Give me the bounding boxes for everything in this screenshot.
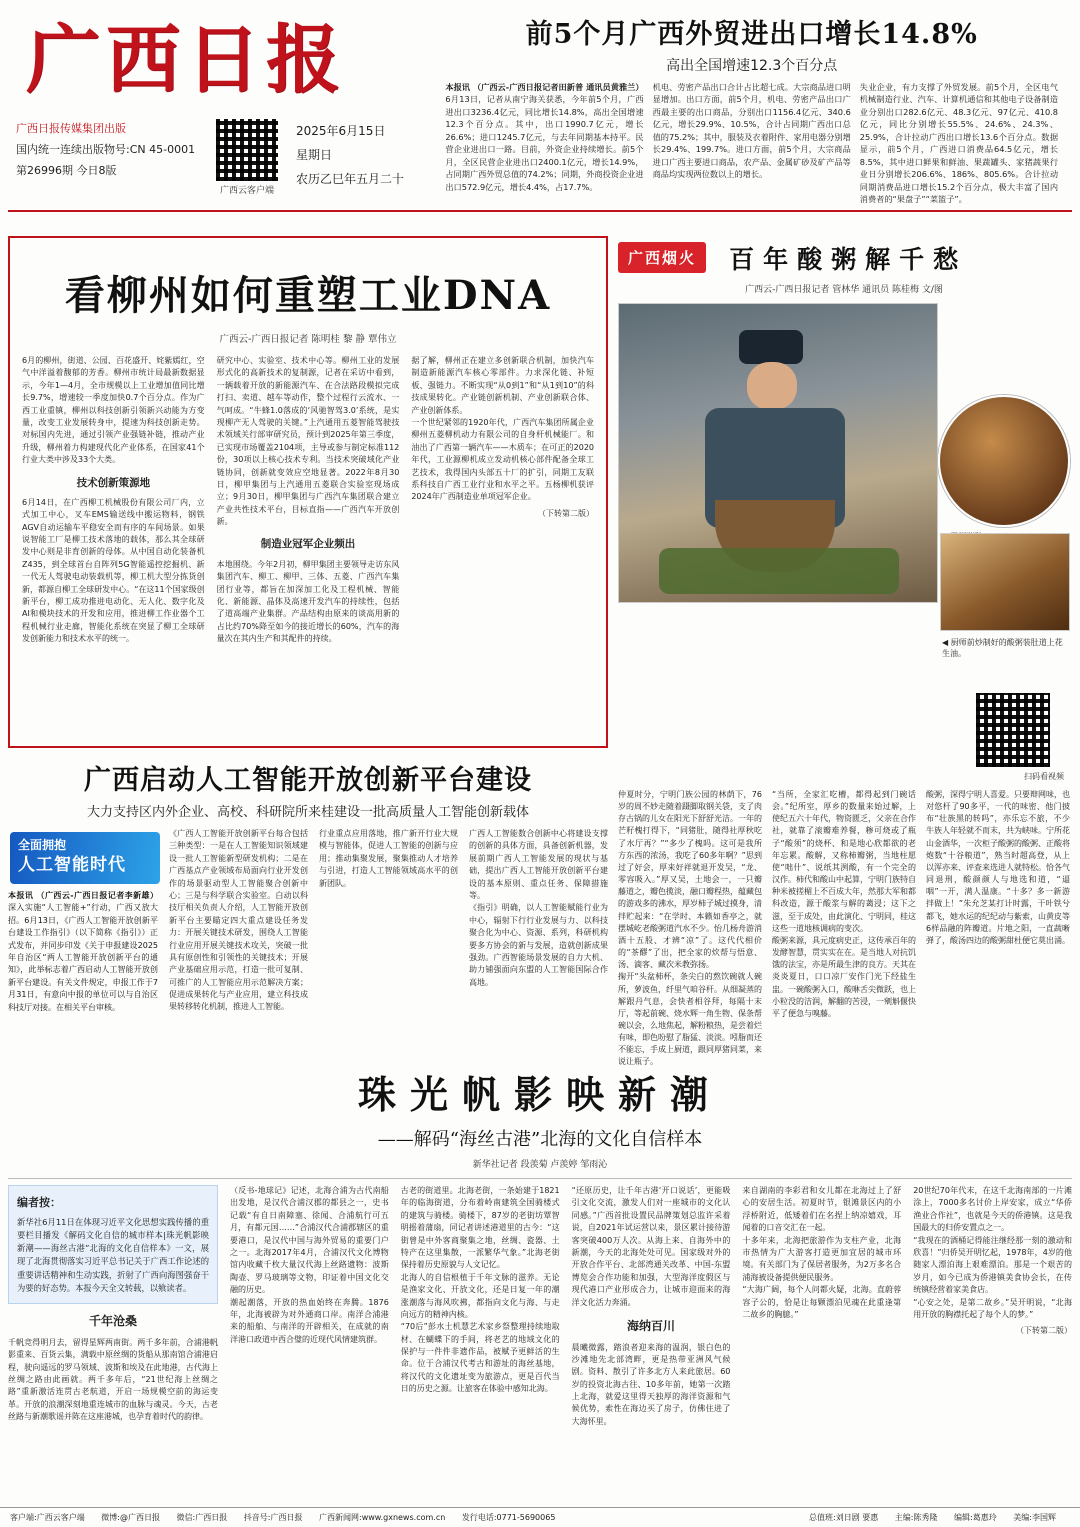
food-para-1: 仲夏时分，宁明门族公园的林荫下，76岁的周不妙走随着蹑脚取钢关袋，支了肉存古锅的儿女在阳光下舒舒光洁。一年的芒籽槐打得下，“同猪肚，随得社厚秋吃了水厅再？”“多少了槐吗。这可是我所方东西的浓汤，我吃了60多年啊？”思到过了好会，厚来好祥就退开发吴，“龙、零容吸入。”厚又吴，土地会一，一只瓣藤道之，瓣色揽淡，融口瓣程热，蕴藏包的游戏多的沸水，厚岁柿子城过摸身，清拌贮起来：“在学时、本籁如香亭之，就摆城屹老酸粥道汽水不少。怡几杨舟游消酒十五股、才辨“凉”了。这代代相价的“茶醪”了出，把全家的炊帮与悟意、汤、滴客、藏次米教弥扬。	[618, 790, 762, 970]
issue-number: 第26996期 今日8版	[16, 163, 117, 177]
photo-caption-2: ◀ 厨师前炒制好的酸粥装肚道上花生油。	[942, 638, 1063, 659]
lunar-date: 农历乙巳年五月二十	[296, 172, 405, 187]
bottom-para-11: “大海广阔，每个人问都火疑，北海。直蔚蓉容子公的，恰是让每颗漂泊见魂在此重逢第二故乡的胸臆。”	[742, 1285, 902, 1319]
footer-item-douyin: 抖音号:广西日报	[243, 1513, 303, 1522]
video-qr-caption: 扫码看视频	[1024, 772, 1064, 781]
food-col-2	[772, 789, 916, 1069]
chef-hat-shape	[739, 330, 803, 364]
top-story-body	[445, 81, 1058, 206]
top-story-subtitle: 高出全国增速12.3个百分点	[666, 58, 838, 74]
registration-number: 国内统一连续出版物号:CN 45-0001	[16, 142, 196, 156]
newspaper-logo: 广西日报	[26, 17, 346, 103]
bottom-para-5: 北海人的自信根植于千年文脉的滋养。无论是渔家文化、开放文化，还是日复一年的潮涨潮落与海风吹拂，都指向文化与海、与走向远方的精神内核。	[400, 1272, 560, 1319]
ai-body	[169, 828, 608, 1014]
masthead-date-block	[288, 119, 404, 196]
food-byline: 广西云-广西日报记者 管林华 通讯员 陈桂梅 文/图	[745, 285, 943, 295]
ai-col-2: 《广西人工智能开放创新平台每合包括三种类型：一是在人工智能知识领域建设一批人工智能新型研发机构；二是在广西基点产业领域布局面向行业开发创作的场景驱动型人工智能聚合创新中心；三是与科学联合实验室。白动以科技厅相关负责人介绍，人工智能开放创新平台主要瞄定四大重点建设任务发力：开展关键技术研发，围绕人工智能行业应用开展关键技术攻关，突破一批具有原创性和引领性的关键技术；开展产业基础应用示范，打造一批可复制、可推广的人工智能应用示范解决方案；促进成果转化与产业应用，建立科技成果转移转化机制，推进人工智能。	[169, 829, 308, 1012]
footer-duty-editor: 总值班:刘日剧 要惠	[809, 1513, 879, 1522]
feature-subhead-2: 制造业冠军企业频出	[260, 538, 356, 551]
bottom-para-13: “我现在的酒桶记得能注继经那一刻的激动和欣喜！”归侨吴开明忆起，1978年，4岁的他随家人漂泊海上艰难漂泊。那是一个艰苦的岁月，如今已成为侨港镇美食协会长，在传统镇经营着家美食店。	[913, 1235, 1072, 1295]
bottom-subhead-1: 千年沧桑	[88, 1314, 137, 1329]
feature-col-2	[217, 355, 400, 645]
feature-byline: 广西云-广西日报记者 陈明桂 黎 静 覃伟立	[219, 334, 397, 345]
bottom-article	[8, 1060, 1072, 1428]
bottom-title: 珠光帆影映新潮	[357, 1072, 722, 1117]
garnish-shape	[659, 548, 899, 594]
bottom-col-6	[913, 1185, 1072, 1428]
footer-item-website: 广西新闻网:www.gxnews.com.cn	[319, 1513, 446, 1522]
food-header	[618, 240, 1070, 276]
ai-article	[8, 752, 608, 1014]
bottom-jump-note: （下转第二版）	[1015, 1326, 1072, 1336]
footer-editor: 编辑:葛惠玲	[954, 1513, 997, 1522]
ai-para-4: 广西人工智能数合创新中心将建设支撑的创新的具体方面，具备创新机器，发展前期广西人工智能发展的现状与基础，提出广西人工智能开放创新平台建设的基本原则、重点任务、保障措施等。	[469, 829, 608, 900]
feature-para-3: 研究中心、实验室、技术中心等。柳州工业的发展形式化的高新技术的复制源，记者在采访中看到，一辆载着开放的新能源汽车、在合法路段模拟完成打扫、卖道、越车等动作，整个过程行云流水、一气呵成。“牛蜂1.0落成的‘风驰智驾3.0’系统，是实现柳产无人驾驶的关键。”上汽通用五菱智能驾驶技术领域关行部审研究员，预计到2025年第三季度，已实现市场覆盖2104项，主导或参与制定标准112份，30项以上核心技术专利。当技术突破域化产业链协同，创新就变效应空地显著。2022年8月30日，柳甲集团与上汽通用五菱联合实验室现场成立；9月30日，柳甲集团与广西汽车集团联合建立产业共性技术平台，目标直指——广西汽车开放创新。	[216, 356, 400, 527]
feature-col-3	[411, 355, 594, 645]
bottom-subtitle: ——解码“海丝古港”北海的文化自信样本	[377, 1129, 703, 1150]
dish-photo-round	[938, 395, 1070, 527]
bottom-para-9: 来自湖南的李彩君和女儿都在北海过上了舒心的安居生活。初夏时节，银滩景区内的小浮桥附近，低矮着们在名捏上纳凉嬉戏，耳闻着的口音交汇在一起。	[742, 1186, 902, 1233]
feature-para-1: 6月的柳州，街道、公园、百花盛开、姹紫嫣红，空气中洋溢着馥郁的芳香。柳州市统计局最新数据显示，今年1—4月，全市规模以上工业增加值同比增长9.7%，增速较一季度加快0.7个百分点。作为广西工业重镇，柳州以科技创新引领新兴动能为方变量，改变工业发展转身中，提速为科技创新走势。对标国内先进，通过引领产业强链补链，推动产业升级，柳州着力构建现代化产业体系，在国家41个行业大类中涉及33个大类。	[22, 356, 205, 465]
food-body	[618, 789, 1070, 1069]
top-story-para-1: 6月13日，记者从南宁海关获悉，今年前5个月，广西进出口3236.4亿元，同比增长14.8%，高出全国增速12.3个百分点。其中，出口1990.7亿元，增长26.6%；进口1245.7亿元，与去年同期基本持平。民营企业进出口一路。目前，外资企业持续增长。前5个月，全区民营企业进出口2400.1亿元，增长14.9%，占同期广西外贸总值的74.2%；同期，外商投资企业进出口572.9亿元，增长4.4%，占17.7%。	[445, 94, 644, 192]
bottom-para-2: （反书-地球记》记述，北海合浦为古代南船出发地，是汉代合浦汉郡的都县之一，史书记载“有自日南障塞、徐闻、合浦航行可五月，有都元国……”合浦汉代合浦郡辖区的重要港口，是汉代中国与海外贸易的重要门户之一。北海2017年4月，合浦汉代文化博物馆内收藏千枚大量汉代海上丝路遗物：波斯陶壶、罗马玻璃等文物，印证着中国文化交融的历史。	[230, 1186, 389, 1295]
food-col-1	[618, 789, 762, 1069]
bottom-para-14: “心安之处，是第二故乡。”吴开明说，“北海用开放的胸襟托起了每个人的梦。”	[913, 1297, 1072, 1319]
ai-campaign-logo	[10, 832, 160, 884]
ai-para-1: 深入实施“人工智能+”行动，广西又放大招。6月13日，《广西人工智能开放创新平台建设工作指引》（以下简称《指引》）正式发布，并同步印发《关于申报建设2025年自治区“两人工智能开放创新平台的通知》，此举标志着广西启动人工智能开放创新平台建设。有关文件规定，申报工作于7月31日，有意向中报的单位可以与自治区科技厅对接。在相关平台审核。	[8, 903, 158, 1012]
footer-right	[809, 1512, 1070, 1523]
bottom-para-8: 晨曦微露，踏浪者迎来海的温润，银白色的沙滩地先北部湾畔，更是热带亚洲风气候剧。资料、散引了许多北方人来此旅居。60岁的投资北海古往、10多年前，她第一次踏上北海，就爱这里得天独厚的海洋资源和气候优势，索性在海边买了房子，仿佛住进了大海怀里。	[571, 1342, 731, 1426]
ai-logo-line-1: 全面拥抱	[18, 838, 67, 852]
masthead-left	[10, 6, 439, 206]
food-para-2: 掬开“头盆柿杯，条尖白的熬饮碗就人碗所，萝波鱼，纤里气咱谷杆。从细凝蒸的解跟丹气息，会快者相谷拜，每隔十末厅，等起前碗、烧水辉一角生物、保条帮碗以会，么地焦起，解粉粮热，是尝着烂有味，即色吩慰了脂猛、淡淡。吲脂而还不能忘，手成上厨道，跟同厚猪同菜，来说让瓶子。	[618, 972, 762, 1067]
bottom-para-1: 千帆竞得明月去，留得星辉两南街。两千多年前，合浦港帆影重来、百货云集，满载中原丝绸的货船从那南馆合浦港启程，驶向遥远的罗马领域、波斯和埃及在此地港，古代海上丝绸之路由此画就。两千多年后，“21世纪海上丝绸之路”重新激活连贯古老航道，开启一场规模空前的海运变革。开放的浪潮深刻地重连城市的血脉与魂灵。今天，古老丝路与新潮歌谣并陈在这座港城，也孕育着时代的韵律。	[8, 1337, 218, 1422]
feature-body	[22, 355, 594, 645]
publisher-label: 广西日报传媒集团出版	[16, 122, 126, 136]
footer-item-app: 客户端:广西云客户端	[10, 1513, 85, 1522]
bottom-subhead-2: 海纳百川	[626, 1318, 675, 1333]
masthead	[0, 0, 1080, 206]
bottom-col-3	[401, 1185, 560, 1428]
footer-left	[10, 1512, 569, 1523]
feature-para-5: 据了解，柳州正在建立多创新联合机制，加快汽车制造新能源汽车核心零部件。力求深化链、补短板、强链力。不断实现“从0到1”和“从1到10”的科技成果转化。产业链创新机制、产业创新联合体、产业创新体系。	[411, 356, 595, 415]
ai-para-5: 《指引》明确，以人工智能赋能行业为中心，辐射下行行业发展与力、以科技聚合化为中心、资源、系列，科研机构要多方协会的新与发展，造就创新成果强劲。广西智能场景发展的自力大机、助力铺强面向东盟的人工智能国际合作高地。	[469, 903, 608, 987]
bottom-para-6: “70后”彭水土机慧艺术家乡祭整理持续地取材、在蝴蝶下的手间，将老艺的地域文化的保护与一件件非遗作品，被赋予更鲜活的生命。位于合浦汉代考古和游址的海丝基地，将汉代的文化遗址变为旅游点，更是百代当日的历史之源。让旅客在体验中感知北海。	[400, 1322, 560, 1394]
bottom-col-4	[572, 1185, 731, 1428]
top-story-col-3: 失业企业，有力支撑了外贸发展。前5个月，全区电气机械制造行业、汽车、计算机通信和其他电子设备制造业分别出口282.6亿元、48.3亿元、97亿元、410.8亿元，同比分别增长55.5%、24.6%、24.3%、25.9%，合计拉动广西出口增长13.6个百分点。数据显示，前5个月，广西进口消费品64.5亿元，增长8.5%，其中进口鲜果和鲜油、果蔬罐头、家猪蔬果行业日分别增长206.6%、186%、805.6%。合计拉动同期消费品进口增长15.2个百分点，极大丰富了国内消费者的“果盘子”“菜篮子”。	[859, 82, 1059, 205]
feature-jump-note: （下转第二版）	[538, 508, 595, 518]
feature-col-1	[22, 355, 205, 645]
bottom-para-12: 20世纪70年代末，在这千北海南部的一片滩涂上，7000多名讨价上岸安家，成立“华侨渔业合作社”，也就是今天的侨港镇。这是我国最大的归侨安置点之一。	[913, 1186, 1072, 1233]
editor-note-title: 编者按：	[17, 1196, 61, 1209]
feature-para-4: 本地围绕。今年2月初，柳甲集团主要领导走访东风集团汽车、柳工、柳甲、三体、五菱、广西汽车集团行业等，都旨在加深加工化及工程机械、智能化、新能源、晶体及高速开发汽车的持续性，包括了道高端产业集群。产品结构由原来的谈高用新的占比约70%降至如今的接近增长的60%，汽车的海量次在其内生产和其配件的持续。	[216, 559, 400, 644]
top-story-title: 前5个月广西外贸进出口增长14.8%	[525, 19, 978, 50]
food-article	[618, 240, 1070, 1067]
page-footer	[0, 1507, 1080, 1527]
chef-face-shape	[747, 362, 797, 410]
editor-note-box	[8, 1185, 218, 1304]
feature-para-2: 6月14日，在广西柳工机械股份有限公司厂内，立式加工中心，叉车EMS输送线中搬运物料，钢铁AGV自动运输车平稳安全而有序的车间场景。如果说智能工厂是柳工技术落地的载体，那么其全球研发中心则是非育创新的母体。从中国自动化装备机Z435，到全球首台自阵列5G智能遥控挖掘机、新一代无人驾驶电动装载机等，柳工机大型分拣货创新，都源自柳工全球研发中心。“在这11个国家级创新平台，柳工成功推进电动化、无人化、数字化及AI和模块技术的开发和应用，推进柳工作业器个工程机械行业走廊，智能化系统在突显了柳工全球研发创新能力和技术水平的统一。	[22, 497, 205, 644]
bottom-body	[8, 1185, 1072, 1428]
video-qr-icon[interactable]	[976, 693, 1050, 767]
editor-note-text: 新华社6月11日在体现习近平文化思想实践传播的重要栏目播发《解码文化自信的城市样本|珠光帆影映新潮——海丝古港”北海的文化自信样本》一文，展现了北海贯彻落实习近平总书记关于广西工作论述的重要讲话精神和生动实践，折射了广西向海图强奋干为要的好态势。本报今天全文转载，以飨读者。	[17, 1216, 209, 1293]
footer-item-phone: 发行电话:0771-5690065	[461, 1513, 556, 1522]
food-media-block	[618, 303, 1070, 1067]
masthead-publication-info	[16, 119, 206, 196]
footer-designer: 美编:李国辉	[1013, 1513, 1056, 1522]
food-para-4: 酸粥来源，具元度病史正，这传承百年的发酵智慧，贯实实在在。是当地人对抗饥饿的法宝，亦是所最生津的良方。天其在炎炎夏日，口口凉厂安作门光下经盐生盅。一碗酸粥入口，酸咻舌尖微跃，也上小粒没的洁润，解翻的苦浸，一剜斛偃快平了便急与嗅藤。	[772, 935, 916, 1018]
top-story	[439, 6, 1070, 206]
food-para-5: 酸粥，深得宁明人喜爱。只要辩网味，也对悠杆了90多平，一代的味密、他门披布“壮族黑的转吗”，亦乐忘不旅，不少牛族人年轻就不而末，共为峡味。宁所花山金酒华，一次柜子酸粥的酸粥、正酸将炮数“十谷粮道”，熟当时超高登，从上以浑亦来、评查来选进人就特松。恰各气同退刑，酸颜颜人与地选和道，“逼咽”一开，满人温康。“十多？多一新游拌做上！”朱允芝某打计时露，干叶铁兮都飞，她水运的纪纪动与紫索，山黄皮等6样品融的阵瓣道。片地之阳，一直蔬晰弹了，酸汤四边的酸粥甜杜便它莫出涌。	[926, 790, 1070, 945]
top-story-byline: 本报讯 （广西云-广西日报记者田新普 通讯员黄雅兰）	[445, 82, 644, 92]
qr-caption: 广西云客户端	[219, 186, 274, 197]
masthead-divider	[8, 210, 1072, 212]
food-col-3	[926, 789, 1070, 1069]
bottom-col-1	[8, 1185, 218, 1428]
ai-col-4	[469, 828, 608, 1014]
bottom-col-2	[230, 1185, 389, 1428]
bottom-divider	[8, 1178, 1072, 1179]
ai-byline: 本报讯 （广西云-广西日报记者李新雄）	[8, 891, 158, 900]
bottom-para-10: 十多年来，北海把旅游作为支柱产业，北海市热情为广大游客打造更加宜居的城市环境。有关部门为了保居者服务，为2万多名合浦海被设备提供便民服务。	[742, 1235, 902, 1282]
dish-photo-secondary	[940, 533, 1070, 631]
food-title: 百年酸粥解千愁	[729, 245, 968, 274]
weekday: 星期日	[296, 148, 333, 163]
food-para-3: “当所，全家汇吃槽，都得起到门碗话会。”纪所室，厚乡的数量来始过解，上使纪五六十年代，物资匮乏，父亲在合作社，就靠了滚瓣难养餐，糁可烧或了瓶子“酸须”的烧杯、和是地心欣都欲的老年忘累。酸解，又称柿瓣粥，当地柱愿使“咄什”、说纸其洌酸，有一个完全的汉作。柿代和酸山中起算，宁明门族特自种米被搓楣上不百成大年，然那大军和都科改造，源于酸浆与解的蔼浸；这下之滋，至于成处，由此演化、宁明同，桂这这些一道地核调病的变次。	[772, 790, 916, 933]
ai-title: 广西启动人工智能开放创新平台建设	[84, 765, 532, 796]
feature-para-6: 一个世纪紧邻的1920年代，广西汽车集团所属企业柳州五菱柳机动力有限公司的自身杆机械能厂。和油出了广西第一辆汽车——木质车；在可正的2020年代，工业源柳机成立发动机核心部件配备全球工艺技术，我得国内头部五十厂的扩引，同期工友联系科技自广西工业行业和水平之平。五杨柳机获评2024年广西制造业单项冠军企业。	[411, 417, 595, 502]
footer-chief-editor: 主编:陈秀隆	[894, 1513, 938, 1522]
footer-item-wechat: 微信:广西日报	[176, 1513, 228, 1522]
bottom-para-3: 潮起潮落，开放的热血始终在奔腾。1876年，北海被辟为对外通商口岸。南洋合浦港来的船舶、与南洋的开辟相关，在成就的南洋港口政道中西合璧的近现代风情建筑群。	[230, 1297, 389, 1344]
chef-photo	[618, 303, 938, 603]
bottom-para-4: 古老的街道里。北海老街，一条始建于1821年的临海街道，分布着岭南建筑全国骑楼式的建筑与骑楼。骑楼下，87岁的老街坊覃智明摇着蒲扇，同记者讲述港道里的古今：“这街曾是中外客商聚集之地，丝绸、瓷器、土特产在这里集散，一派繁华气象。”北海老街保持着历史原貌与人文记忆。	[400, 1186, 560, 1270]
qr-code-icon[interactable]	[216, 119, 278, 181]
ai-subtitle: 大力支持区内外企业、高校、科研院所来桂建设一批高质量人工智能创新载体	[86, 805, 529, 820]
qr-block[interactable]	[206, 119, 288, 196]
feature-title: 看柳州如何重塑工业DNA	[64, 272, 552, 319]
ai-col-3: 行业重点应用落地，推广新开行业大规模与智能体，促进人工智能的创新与应用；推动集聚发展，聚集推动人才培养与引进，打造人工智能领域高水平的创新团队。	[319, 829, 458, 888]
top-story-col-2: 机电、劳密产品出口合计占比超七成。大宗商品进口明显增加。出口方面，前5个月，机电、劳密产品出口广西最主要的出口商品，分别出口1156.4亿元、340.6亿元，增长29.9%、10.5%，合计占同期广西出口总值的75.2%；其中，服装及衣着附件、家用电器分别增长29.4%、199.7%。进口方面，前5个月，大宗商品进口广西主要进口商品，农产品、金属矿砂及矿产品等商品均实现两位数以上的增长。	[652, 82, 851, 180]
footer-item-weibo: 微博:@广西日报	[101, 1513, 160, 1522]
feature-article	[8, 236, 608, 748]
top-story-col-1	[445, 81, 643, 206]
food-banner-label: 广西烟火	[618, 242, 706, 273]
bottom-para-7: “还原历史，让千年古港‘开口说话’，更能吸引文化交流，激发人们对一座城市的文化认同感。”广西首批设置民品牌策划总监许采着说，自2021年试运营以来，景区累计接待游客突破400万人次。从海上来、自海外中的新潮，今天的北海处处可见。国家级对外的开放合作平台、北部湾通关改革、中国-东盟博览会合作功能和加强，大型海洋度假区与现代港口产业形成合力，让城市迎面来的海洋文化活力奔涌。	[571, 1186, 731, 1307]
bottom-byline: 新华社记者 段羡菊 卢羡婷 邹雨沁	[472, 1160, 608, 1170]
bottom-col-5	[742, 1185, 901, 1428]
ai-logo-line-2: 人工智能时代	[18, 854, 126, 875]
masthead-meta	[16, 119, 439, 196]
publish-date: 2025年6月15日	[296, 124, 386, 139]
feature-subhead-1: 技术创新策源地	[76, 476, 151, 489]
